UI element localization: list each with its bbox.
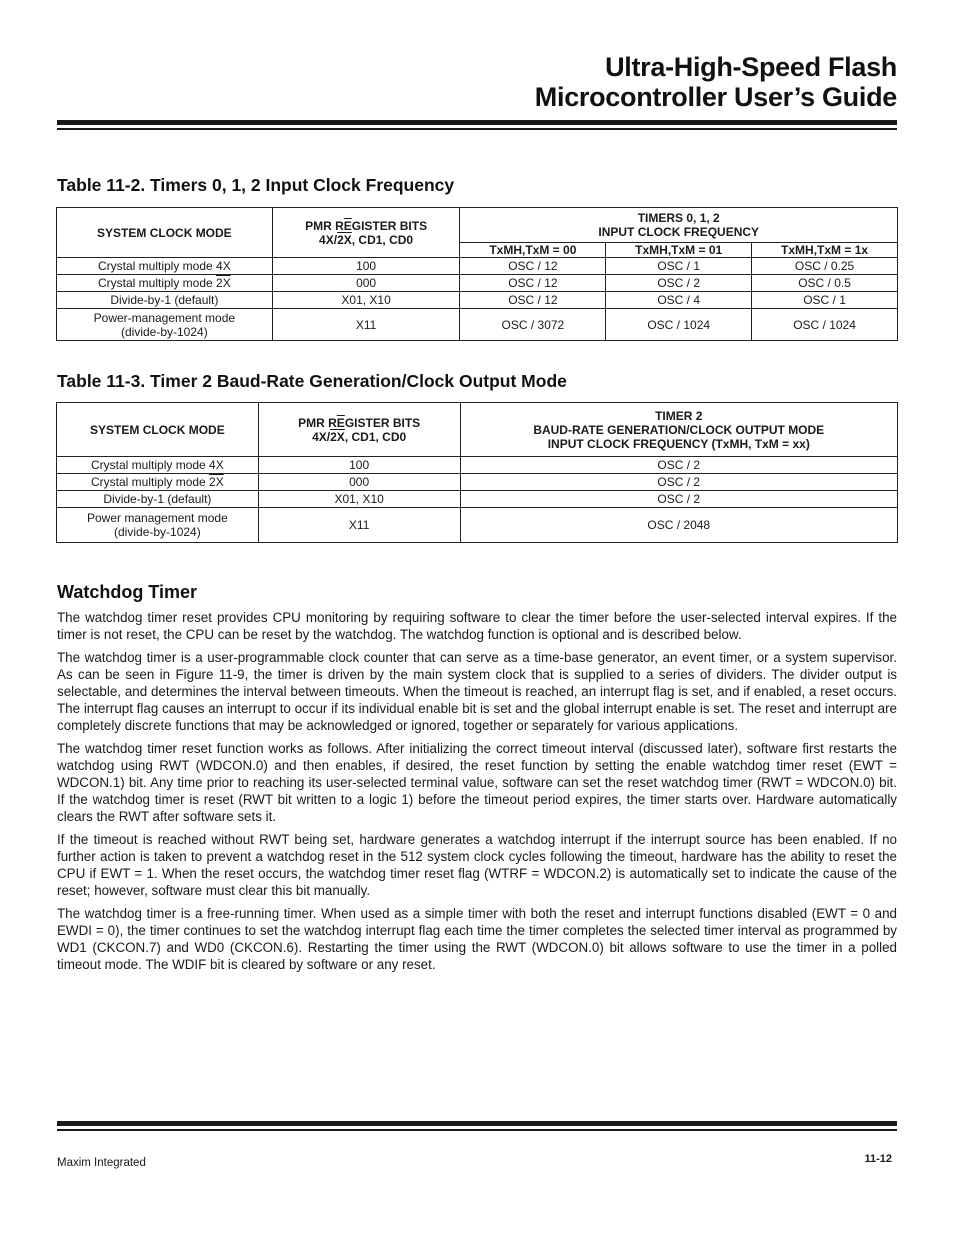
table1-head-group: TIMERS 0, 1, 2 INPUT CLOCK FREQUENCY: [460, 208, 898, 243]
header-rule-thick: [57, 120, 897, 125]
table-row: [57, 474, 898, 491]
table-cell: Divide-by-1 (default): [57, 491, 259, 508]
table-cell: Power management mode (divide-by-1024): [57, 508, 259, 543]
section-heading: Watchdog Timer: [57, 582, 198, 602]
table-cell: Divide-by-1 (default): [57, 292, 273, 309]
table-cell: 000: [258, 474, 460, 491]
page-number: 11-12: [864, 1153, 892, 1165]
table-row: [57, 508, 898, 543]
table-cell: OSC / 1024: [606, 309, 752, 341]
header-rule-thin: [57, 128, 897, 130]
table-cell: OSC / 4: [606, 292, 752, 309]
table-cell: OSC / 12: [460, 292, 606, 309]
document-title-line1: Ultra-High-Speed Flash: [605, 52, 897, 82]
table-row: [57, 457, 898, 474]
table-row: [57, 258, 898, 275]
table-cell: OSC / 1024: [752, 309, 898, 341]
table-cell: Power-management mode (divide-by-1024): [57, 309, 273, 341]
table-cell: OSC / 2: [460, 491, 897, 508]
table1-subhead-01: TxMH,TxM = 01: [606, 243, 752, 258]
table-cell: 000: [272, 275, 460, 292]
body-text: [57, 609, 897, 979]
table-row: [57, 292, 898, 309]
table1-head-mode: SYSTEM CLOCK MODE: [57, 208, 273, 258]
table-cell: OSC / 0.5: [752, 275, 898, 292]
paragraph: The watchdog timer reset function works as follows. After initializing the correct timeout interval (discussed later), software first restarts the watchdog using RWT (WDCON.0) and then enables, if desired, the reset function by setting the enable watchdog timer reset (EWT = WDCON.1) bit. Any time prior to reaching its user-selected terminal value, software can set the reset watchdog timer (RWT = WDCON.0) bit. If the watchdog timer is reset (RWT bit written to a logic 1) before the timeout period expires, the timer starts over. Hardware automatically clears the RWT after software sets it.: [57, 741, 897, 824]
table-cell: OSC / 12: [460, 275, 606, 292]
table-row: [57, 309, 898, 341]
footer-rule-thick: [57, 1121, 897, 1126]
table-cell: OSC / 12: [460, 258, 606, 275]
table-row: [57, 275, 898, 292]
table-row: [57, 491, 898, 508]
paragraph: The watchdog timer is a user-programmable clock counter that can serve as a time-base generator, an event timer, or a system supervisor. As can be seen in Figure 11-9, the timer is driven by the main system clock that is supplied to a series of dividers. The divider output is selectable, and determines the interval between timeouts. When the timeout is reached, an interrupt flag is set, and if enabled, a reset occurs. The interrupt flag causes an interrupt to occur if its individual enable bit is set and the global interrupt enable is set. The reset and interrupt are completely discrete functions that may be acknowledged or ignored, together or separately for various applications.: [57, 650, 897, 733]
table-cell: X01, X10: [258, 491, 460, 508]
table-cell: OSC / 1: [606, 258, 752, 275]
table2: [56, 402, 898, 543]
table2-head-freq: TIMER 2 BAUD-RATE GENERATION/CLOCK OUTPUT MODE INPUT CLOCK FREQUENCY (TxMH, TxM = xx): [460, 403, 897, 457]
table-cell: OSC / 2: [606, 275, 752, 292]
table-cell: OSC / 3072: [460, 309, 606, 341]
footer-company: Maxim Integrated: [57, 1157, 146, 1169]
table-cell: Crystal multiply mode 4X: [57, 457, 259, 474]
table-cell: Crystal multiply mode 2X: [57, 474, 259, 491]
document-title-line2: Microcontroller User’s Guide: [534, 82, 897, 112]
table-cell: OSC / 2048: [460, 508, 897, 543]
table-cell: X01, X10: [272, 292, 460, 309]
paragraph: If the timeout is reached without RWT being set, hardware generates a watchdog interrupt if the interrupt source has been enabled. If no further action is taken to prevent a watchdog reset in the 512 system clock cycles following the timeout, hardware has the ability to reset the CPU if EWT = 1. When the reset occurs, the watchdog timer reset flag (WTRF = WDCON.2) is automatically set to indicate the cause of the reset; however, software must clear this bit manually.: [57, 832, 897, 898]
table2-head-mode: SYSTEM CLOCK MODE: [57, 403, 259, 457]
table1: [56, 207, 898, 341]
table-cell: 100: [272, 258, 460, 275]
document-title: [535, 52, 897, 112]
table1-title: Table 11-2. Timers 0, 1, 2 Input Clock Frequency: [57, 175, 455, 195]
table-cell: X11: [272, 309, 460, 341]
paragraph: The watchdog timer reset provides CPU monitoring by requiring software to clear the timer before the user-selected interval expires. If the timer is not reset, the CPU can be reset by the watchdog. The watchdog function is optional and is described below.: [57, 610, 897, 642]
table-cell: X11: [258, 508, 460, 543]
table-cell: OSC / 0.25: [752, 258, 898, 275]
table-cell: Crystal multiply mode 4X: [57, 258, 273, 275]
table-cell: OSC / 1: [752, 292, 898, 309]
table-cell: 100: [258, 457, 460, 474]
table1-head-bits: PMR $R\overline{E}GISTER$ BITS 4X/2X, CD1, CD0: [272, 208, 460, 258]
table-cell: Crystal multiply mode 2X: [57, 275, 273, 292]
paragraph: The watchdog timer is a free-running timer. When used as a simple timer with both the reset and interrupt functions disabled (EWT = 0 and EWDI = 0), the timer continues to set the watchdog interrupt flag each time the timer completes the selected timer interval as programmed by WD1 (CKCON.7) and WD0 (CKCON.6). Restarting the timer using the RWT (WDCON.0) bit allows software to use the timer in a polled timeout mode. The WDIF bit is cleared by software or any reset.: [57, 906, 897, 972]
table-cell: OSC / 2: [460, 457, 897, 474]
footer-rule-thin: [57, 1129, 897, 1131]
table-cell: OSC / 2: [460, 474, 897, 491]
table1-subhead-00: TxMH,TxM = 00: [460, 243, 606, 258]
table2-title: Table 11-3. Timer 2 Baud-Rate Generation/Clock Output Mode: [57, 371, 567, 391]
table1-subhead-1x: TxMH,TxM = 1x: [752, 243, 898, 258]
table2-head-bits: PMR $R\overline{E}GISTER$ BITS 4X/2X, CD1, CD0: [258, 403, 460, 457]
